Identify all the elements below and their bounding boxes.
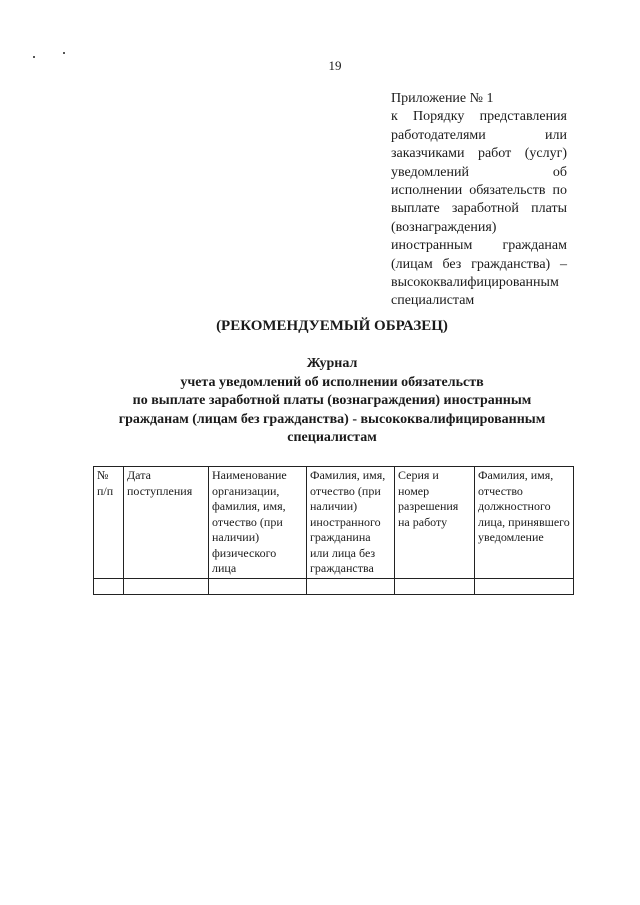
journal-subtitle-line: учета уведомлений об исполнении обязательств: [180, 374, 484, 390]
table-header-row: [94, 467, 574, 579]
column-header-foreign-citizen: Фамилия, имя, отчество (при наличии) иностранного гражданина или лица без гражданства: [307, 467, 395, 579]
appendix-line: заказчиками работ (услуг): [391, 146, 567, 162]
table-cell: [209, 578, 307, 594]
table-row: [94, 578, 574, 594]
appendix-line: (лицам без гражданства) –: [391, 256, 567, 272]
table-cell: [124, 578, 209, 594]
appendix-block: [391, 90, 567, 311]
journal-subtitle-line: специалистам: [287, 430, 377, 445]
table-cell: [307, 578, 395, 594]
appendix-line: работодателями или: [391, 127, 567, 143]
journal-title-block: [0, 355, 640, 448]
sample-heading: (РЕКОМЕНДУЕМЫЙ ОБРАЗЕЦ): [216, 318, 448, 334]
appendix-title: Приложение № 1: [391, 91, 494, 106]
column-header-date: Дата поступления: [124, 467, 209, 579]
appendix-line: (вознаграждения): [391, 219, 497, 235]
appendix-line: исполнении обязательств по: [391, 183, 567, 199]
column-header-official: Фамилия, имя, отчество должностного лица, принявшего уведомление: [475, 467, 574, 579]
journal-table: [93, 466, 574, 595]
appendix-line: уведомлений об: [391, 164, 567, 180]
journal-subtitle-line: по выплате заработной платы (вознаграждения) иностранным: [132, 393, 532, 408]
column-header-organization: Наименование организации, фамилия, имя, отчество (при наличии) физического лица: [209, 467, 307, 579]
appendix-line: к Порядку представления: [391, 109, 567, 125]
column-header-number: № п/п: [94, 467, 124, 579]
appendix-line: специалистам: [391, 293, 475, 309]
table-cell: [475, 578, 574, 594]
scan-speck: [63, 52, 65, 54]
table-cell: [395, 578, 475, 594]
appendix-line: высококвалифицированным: [391, 275, 559, 291]
column-header-permit: Серия и номер разрешения на работу: [395, 467, 475, 579]
journal-title: Журнал: [306, 356, 358, 371]
table-cell: [94, 578, 124, 594]
appendix-line: выплате заработной платы: [391, 201, 567, 217]
journal-subtitle-line: гражданам (лицам без гражданства) - высококвалифицированным: [118, 411, 546, 427]
appendix-line: иностранным гражданам: [391, 238, 567, 254]
page-number: 19: [328, 58, 342, 73]
